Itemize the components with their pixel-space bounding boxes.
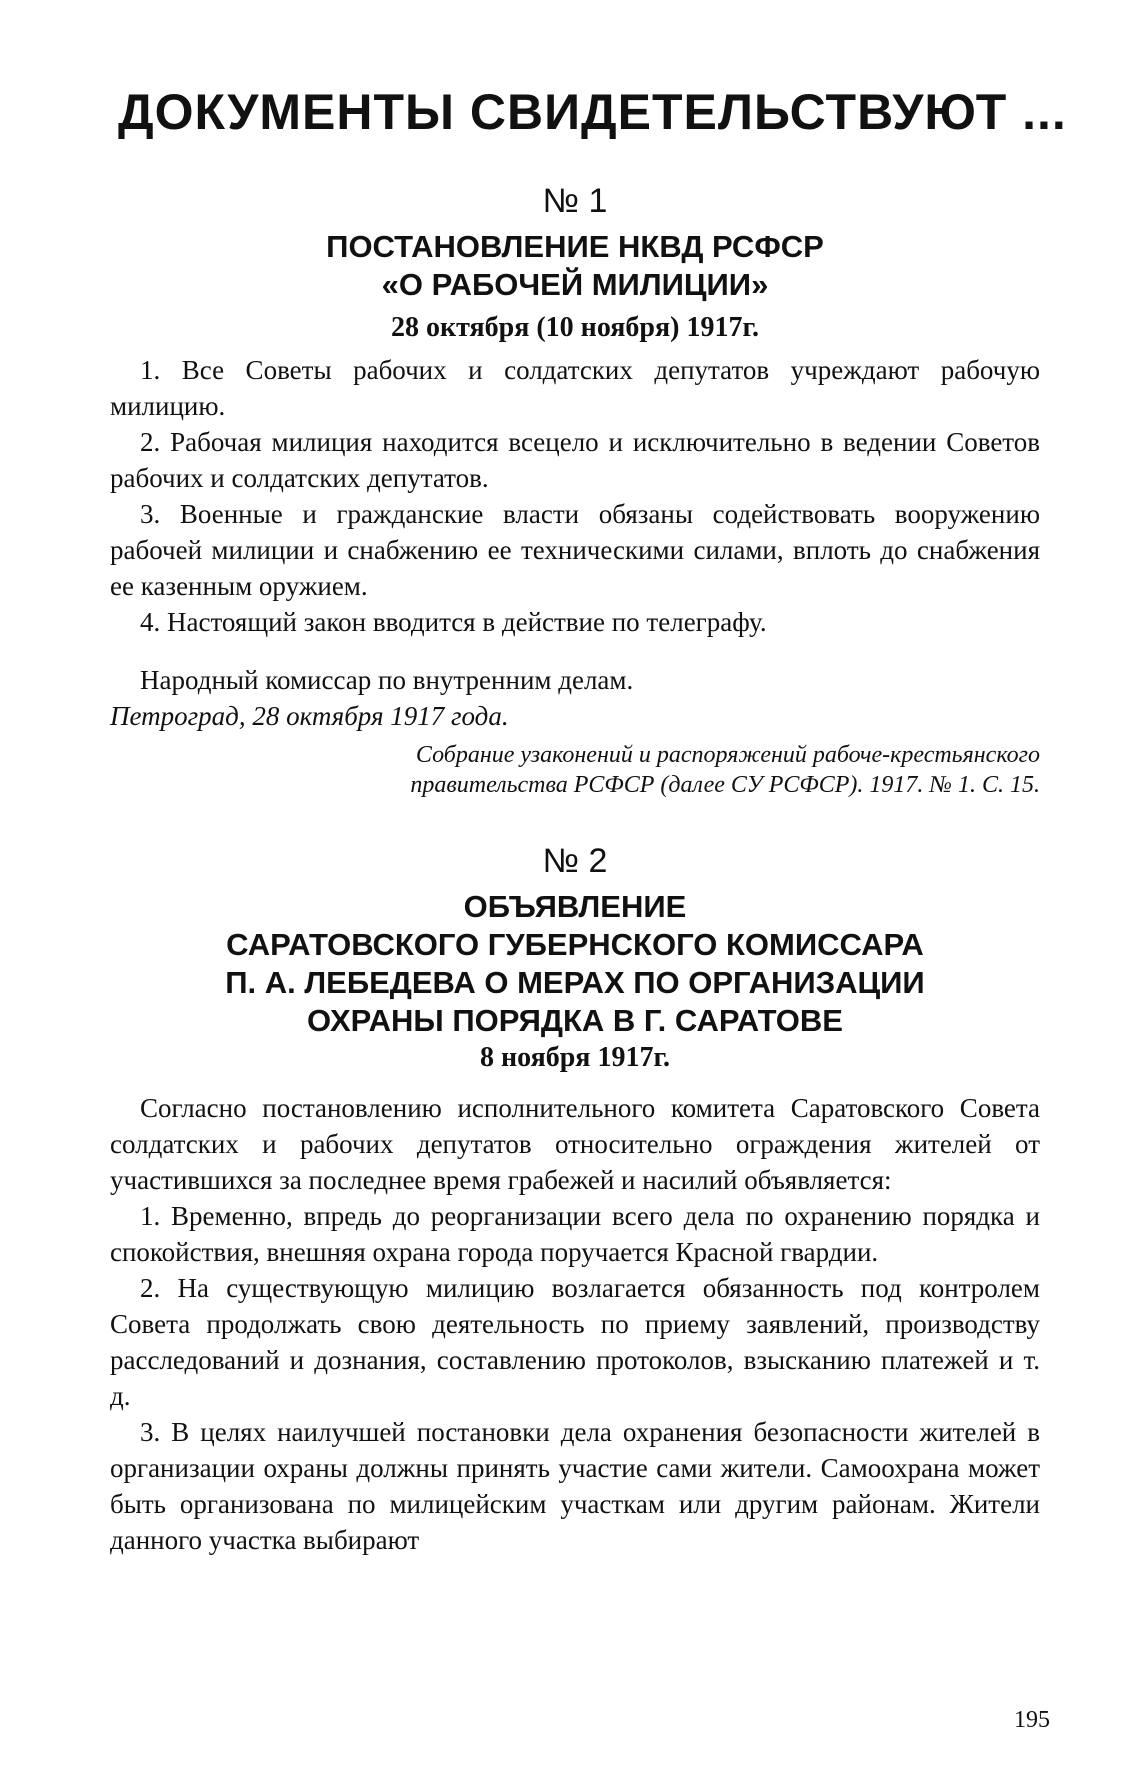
- doc1-source-line2: правительства РСФСР (далее СУ РСФСР). 1917. № 1. С. 15.: [410, 772, 1040, 798]
- doc2-number: № 2: [542, 842, 608, 880]
- doc1-source-line1: Собрание узаконений и распоряжений рабоче-крестьянского: [415, 742, 1040, 768]
- doc1-date: 28 октября (10 ноября) 1917г.: [390, 312, 760, 343]
- document-1: [110, 180, 1040, 800]
- doc2-title-line4: ОХРАНЫ ПОРЯДКА В Г. САРАТОВЕ: [307, 1003, 843, 1038]
- doc2-title-line1: ОБЪЯВЛЕНИЕ: [463, 889, 687, 924]
- doc2-paragraph-3: 3. В целях наилучшей постановки дела охранения безопасности жителей в организации охраны должны принять участие сами жители. Самоохрана может быть организована по милицейским участкам или другим районам. Жители данного участка выбирают: [110, 1417, 1040, 1555]
- doc1-paragraph-2: 2. Рабочая милиция находится всецело и исключительно в ведении Советов рабочих и солдатских депутатов.: [110, 427, 1040, 493]
- doc2-title-line3: П. А. ЛЕБЕДЕВА О МЕРАХ ПО ОРГАНИЗАЦИИ: [225, 965, 925, 1000]
- doc1-signature: Народный комиссар по внутренним делам.: [140, 665, 634, 695]
- doc2-date: 8 ноября 1917г.: [479, 1042, 671, 1073]
- doc1-paragraph-4: 4. Настоящий закон вводится в действие по телеграфу.: [140, 607, 767, 637]
- doc1-paragraph-1: 1. Все Советы рабочих и солдатских депутатов учреждают рабочую милицию.: [110, 355, 1040, 421]
- document-2: [110, 840, 1040, 1558]
- doc2-intro: Согласно постановлению исполнительного комитета Саратовского Совета солдатских и рабочих депутатов относительно ограждения жителей от участившихся за последнее время грабежей и насилий объявляется:: [110, 1093, 1040, 1195]
- doc1-place-date: Петроград, 28 октября 1917 года.: [110, 701, 509, 731]
- doc2-paragraph-1: 1. Временно, впредь до реорганизации всего дела по охранению порядка и спокойствия, внешняя охрана города поручается Красной гвардии.: [110, 1201, 1040, 1267]
- doc1-title-line1: ПОСТАНОВЛЕНИЕ НКВД РСФСР: [326, 229, 824, 264]
- page-title: ДОКУМЕНТЫ СВИДЕТЕЛЬСТВУЮТ ...: [118, 84, 1067, 140]
- doc1-number: № 1: [542, 182, 608, 220]
- doc1-title-line2: «О РАБОЧЕЙ МИЛИЦИИ»: [381, 267, 769, 302]
- doc2-paragraph-2: 2. На существующую милицию возлагается обязанность под контролем Совета продолжать свою деятельность по приему заявлений, производству расследований и дознания, составлению протоколов, взысканию платежей и т. д.: [110, 1273, 1040, 1411]
- doc1-paragraph-3: 3. Военные и гражданские власти обязаны содействовать вооружению рабочей милиции и снабжению ее техническими силами, вплоть до снабжения ее казенным оружием.: [110, 499, 1040, 601]
- page-number: 195: [1014, 1707, 1050, 1733]
- doc2-title-line2: САРАТОВСКОГО ГУБЕРНСКОГО КОМИССАРА: [226, 927, 924, 962]
